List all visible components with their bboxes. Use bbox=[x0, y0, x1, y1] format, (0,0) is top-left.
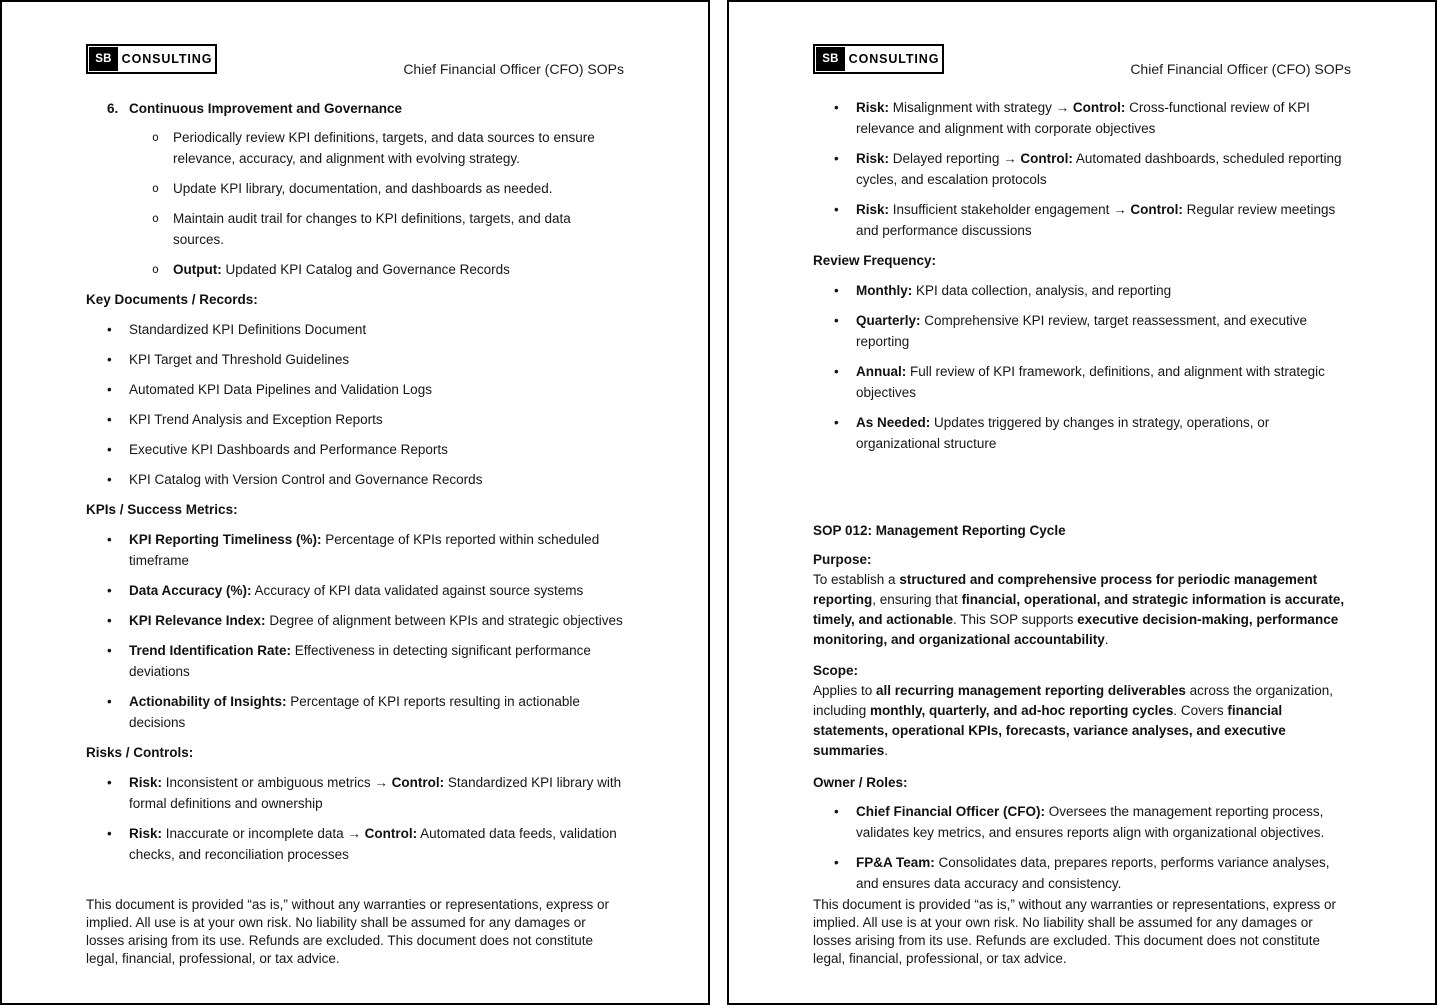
disclaimer-text: This document is provided “as is,” without any warranties or representations, express or implied. All use is at your own risk. No liability shall be assumed for any damages or losses arising from its use. Refunds are excluded. This document does not constitute legal, financial, professional, or tax advice. bbox=[813, 897, 1336, 966]
company-logo bbox=[86, 44, 217, 74]
list-item-text: Risk: Insufficient stakeholder engagement → Control: Regular review meetings and performance discussions bbox=[856, 202, 1336, 238]
list-item bbox=[813, 361, 1352, 403]
section-heading: Risks / Controls: bbox=[86, 745, 194, 760]
circle-bullet-icon: o bbox=[152, 262, 159, 276]
list-item bbox=[86, 178, 625, 199]
list-item-text: KPI Reporting Timeliness (%): Percentage of KPIs reported within scheduled timeframe bbox=[129, 532, 600, 568]
bullet-icon: • bbox=[107, 352, 112, 367]
list-item bbox=[813, 97, 1352, 139]
list-item bbox=[86, 691, 625, 733]
list-item bbox=[86, 823, 625, 865]
bullet-icon: • bbox=[834, 313, 839, 328]
bullet-icon: • bbox=[107, 322, 112, 337]
purpose-paragraph: To establish a structured and comprehensive process for periodic management reporting, ensuring that financial, operational, and strategic information is accurate, timely, and actionable. This SOP supports executive decision-making, performance monitoring, and organizational accountability. bbox=[813, 572, 1345, 647]
list-number: 6. bbox=[107, 101, 119, 116]
list-item bbox=[813, 280, 1352, 301]
list-item-text: Annual: Full review of KPI framework, definitions, and alignment with strategic objectives bbox=[856, 364, 1325, 400]
bullet-icon: • bbox=[834, 202, 839, 217]
list-item-text: Periodically review KPI definitions, targets, and data sources to ensure relevance, accuracy, and alignment with evolving strategy. bbox=[173, 130, 595, 166]
list-item bbox=[813, 199, 1352, 241]
list-item-text: Quarterly: Comprehensive KPI review, target reassessment, and executive reporting bbox=[856, 313, 1307, 349]
sop-heading: SOP 012: Management Reporting Cycle bbox=[813, 523, 1066, 538]
bullet-icon: • bbox=[107, 442, 112, 457]
owner-roles-heading: Owner / Roles: bbox=[813, 775, 908, 790]
list-item-text: Output: Updated KPI Catalog and Governance Records bbox=[173, 262, 510, 277]
list-item-text: Trend Identification Rate: Effectiveness in detecting significant performance deviations bbox=[129, 643, 591, 679]
logo-text: CONSULTING bbox=[848, 52, 940, 66]
bullet-icon: • bbox=[834, 804, 839, 819]
circle-bullet-icon: o bbox=[152, 211, 159, 225]
section-heading: Review Frequency: bbox=[813, 253, 937, 268]
list-item bbox=[813, 801, 1352, 843]
list-item bbox=[86, 439, 625, 460]
list-item-text: KPI Trend Analysis and Exception Reports bbox=[129, 412, 383, 427]
list-item-text: Chief Financial Officer (CFO): Oversees the management reporting process, validates key metrics, and ensures reports align with organizational objectives. bbox=[856, 804, 1325, 840]
logo-mark: SB bbox=[816, 47, 845, 71]
list-item bbox=[86, 208, 625, 250]
logo-text: CONSULTING bbox=[121, 52, 213, 66]
list-item-text: Actionability of Insights: Percentage of KPI reports resulting in actionable decisions bbox=[129, 694, 580, 730]
numbered-heading-text: Continuous Improvement and Governance bbox=[129, 101, 403, 116]
bullet-icon: • bbox=[107, 532, 112, 547]
bullet-icon: • bbox=[834, 364, 839, 379]
bullet-icon: • bbox=[107, 643, 112, 658]
bullet-icon: • bbox=[834, 283, 839, 298]
section-heading: KPIs / Success Metrics: bbox=[86, 502, 238, 517]
page-1-content bbox=[86, 98, 625, 874]
circle-bullet-icon: o bbox=[152, 130, 159, 144]
list-item bbox=[86, 259, 625, 280]
list-item bbox=[86, 409, 625, 430]
list-item bbox=[86, 127, 625, 169]
list-item-text: KPI Relevance Index: Degree of alignment between KPIs and strategic objectives bbox=[129, 613, 623, 628]
list-item bbox=[813, 310, 1352, 352]
list-item-text: Maintain audit trail for changes to KPI definitions, targets, and data sources. bbox=[173, 211, 571, 247]
list-item-text: Risk: Misalignment with strategy → Control: Cross-functional review of KPI relevance and alignment with corporate objectives bbox=[856, 100, 1310, 136]
scope-heading: Scope: bbox=[813, 663, 859, 678]
list-item bbox=[86, 529, 625, 571]
list-item bbox=[86, 610, 625, 631]
company-logo bbox=[813, 44, 944, 74]
bullet-icon: • bbox=[107, 613, 112, 628]
scope-paragraph: Applies to all recurring management reporting deliverables across the organization, including monthly, quarterly, and ad-hoc reporting cycles. Covers financial statements, operational KPIs, forecasts, variance analyses, and executive summaries. bbox=[813, 683, 1333, 758]
bullet-icon: • bbox=[834, 151, 839, 166]
list-item-text: Update KPI library, documentation, and dashboards as needed. bbox=[173, 181, 553, 196]
bullet-icon: • bbox=[107, 583, 112, 598]
bullet-icon: • bbox=[834, 855, 839, 870]
bullet-icon: • bbox=[107, 472, 112, 487]
list-item-text: KPI Catalog with Version Control and Governance Records bbox=[129, 472, 483, 487]
list-item bbox=[86, 319, 625, 340]
numbered-heading bbox=[86, 98, 625, 119]
list-item-text: Executive KPI Dashboards and Performance Reports bbox=[129, 442, 448, 457]
list-item-text: Risk: Delayed reporting → Control: Automated dashboards, scheduled reporting cycles, and escalation protocols bbox=[856, 151, 1342, 187]
bullet-icon: • bbox=[834, 100, 839, 115]
purpose-heading: Purpose: bbox=[813, 552, 872, 567]
bullet-icon: • bbox=[107, 412, 112, 427]
list-item-text: KPI Target and Threshold Guidelines bbox=[129, 352, 350, 367]
bullet-icon: • bbox=[107, 826, 112, 841]
list-item bbox=[86, 469, 625, 490]
list-item-text: FP&A Team: Consolidates data, prepares reports, performs variance analyses, and ensures data accuracy and consistency. bbox=[856, 855, 1330, 891]
list-item bbox=[86, 349, 625, 370]
list-item bbox=[86, 772, 625, 814]
list-item-text: Risk: Inaccurate or incomplete data → Control: Automated data feeds, validation checks, and reconciliation processes bbox=[129, 826, 617, 862]
document-page-2 bbox=[727, 0, 1437, 1005]
disclaimer-text: This document is provided “as is,” without any warranties or representations, express or implied. All use is at your own risk. No liability shall be assumed for any damages or losses arising from its use. Refunds are excluded. This document does not constitute legal, financial, professional, or tax advice. bbox=[86, 897, 609, 966]
list-item bbox=[813, 852, 1352, 894]
document-page-1 bbox=[0, 0, 710, 1005]
list-item bbox=[813, 148, 1352, 190]
page-2-content bbox=[813, 97, 1352, 903]
logo-mark: SB bbox=[89, 47, 118, 71]
list-item bbox=[813, 412, 1352, 454]
list-item bbox=[86, 640, 625, 682]
header-title: Chief Financial Officer (CFO) SOPs bbox=[403, 61, 624, 77]
list-item bbox=[86, 580, 625, 601]
bullet-icon: • bbox=[107, 775, 112, 790]
list-item-text: Automated KPI Data Pipelines and Validation Logs bbox=[129, 382, 432, 397]
bullet-icon: • bbox=[834, 415, 839, 430]
list-item-text: Risk: Inconsistent or ambiguous metrics → Control: Standardized KPI library with formal definitions and ownership bbox=[129, 775, 622, 811]
header-title: Chief Financial Officer (CFO) SOPs bbox=[1130, 61, 1351, 77]
bullet-icon: • bbox=[107, 694, 112, 709]
list-item-text: As Needed: Updates triggered by changes in strategy, operations, or organizational structure bbox=[856, 415, 1270, 451]
bullet-icon: • bbox=[107, 382, 112, 397]
list-item-text: Data Accuracy (%): Accuracy of KPI data validated against source systems bbox=[129, 583, 584, 598]
list-item bbox=[86, 379, 625, 400]
list-item-text: Monthly: KPI data collection, analysis, and reporting bbox=[856, 283, 1172, 298]
section-heading: Key Documents / Records: bbox=[86, 292, 258, 307]
list-item-text: Standardized KPI Definitions Document bbox=[129, 322, 367, 337]
circle-bullet-icon: o bbox=[152, 181, 159, 195]
